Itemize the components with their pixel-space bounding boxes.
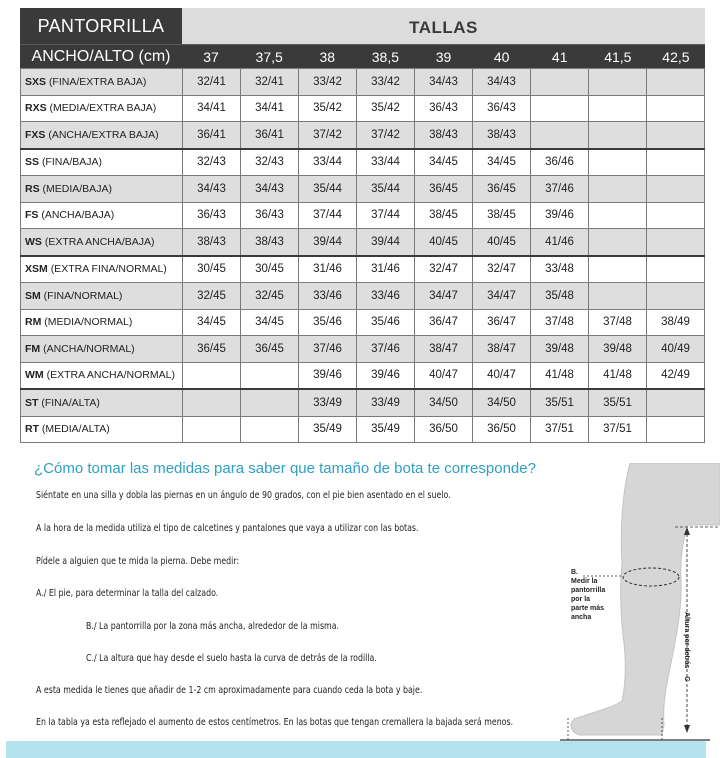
table-row (21, 122, 705, 149)
row-description: (EXTRA FINA/NORMAL) (50, 263, 167, 276)
size-cell: 35/48 (531, 283, 589, 310)
size-cell: 34/43 (415, 69, 473, 96)
size-cell (183, 416, 241, 443)
size-header-cell: 42,5 (647, 45, 705, 68)
size-cell: 33/42 (299, 69, 357, 96)
size-cell (589, 95, 647, 122)
size-cell (241, 362, 299, 389)
size-table (20, 8, 705, 439)
size-cell: 36/47 (415, 309, 473, 336)
size-cell: 35/44 (299, 176, 357, 203)
guide-line-sit: Siéntate en una silla y dobla las piernas en un ángulo de 90 grados, con el pie bien asentado en el suelo. (36, 490, 451, 501)
size-cell (589, 256, 647, 283)
size-cell: 38/45 (415, 202, 473, 229)
guide-line-a-foot: A./ El pie, para determinar la talla del calzado. (36, 588, 219, 599)
calf-label-line: B. (571, 569, 578, 576)
size-cell: 36/45 (415, 176, 473, 203)
size-cell: 30/45 (183, 256, 241, 283)
bottom-color-bar (6, 741, 706, 758)
table-row (21, 176, 705, 203)
size-cell: 37/46 (531, 176, 589, 203)
size-header-cell: 40 (473, 45, 531, 68)
size-cell: 38/49 (647, 309, 705, 336)
row-description: (FINA/BAJA) (41, 156, 103, 169)
size-cell: 34/43 (241, 176, 299, 203)
size-cell: 34/43 (183, 176, 241, 203)
row-description: (ANCHA/BAJA) (41, 209, 115, 222)
size-cell: 34/45 (415, 149, 473, 176)
calf-label-line: parte más (571, 605, 605, 612)
size-cell: 34/45 (183, 309, 241, 336)
table-row (21, 202, 705, 229)
size-cell (183, 389, 241, 416)
row-label (21, 336, 183, 363)
size-cell: 33/48 (531, 256, 589, 283)
table-row (21, 283, 705, 310)
size-cell: 36/45 (241, 336, 299, 363)
size-cell: 34/50 (473, 389, 531, 416)
size-cell: 36/45 (473, 176, 531, 203)
size-cell: 38/47 (473, 336, 531, 363)
size-cell: 36/50 (415, 416, 473, 443)
size-cell: 34/47 (415, 283, 473, 310)
size-cell: 36/47 (473, 309, 531, 336)
row-description: (EXTRA ANCHA/BAJA) (44, 235, 155, 248)
size-cell (647, 122, 705, 149)
table-row (21, 69, 705, 96)
size-header-cell: 38 (298, 45, 356, 68)
size-cell: 37/44 (357, 202, 415, 229)
size-cell: 33/44 (299, 149, 357, 176)
row-description: (ANCHA/NORMAL) (43, 342, 135, 355)
size-header-cell: 37,5 (240, 45, 298, 68)
size-cell (647, 149, 705, 176)
size-cell (647, 176, 705, 203)
row-description: (FINA/EXTRA BAJA) (48, 75, 147, 88)
size-cell (589, 149, 647, 176)
size-cell (647, 95, 705, 122)
size-cell: 32/45 (241, 283, 299, 310)
size-cell: 31/46 (357, 256, 415, 283)
dims-header: ANCHO/ALTO (cm) (20, 45, 182, 68)
size-header-cell: 41 (531, 45, 589, 68)
row-label (21, 229, 183, 256)
size-cell: 34/43 (473, 69, 531, 96)
size-cell: 39/44 (299, 229, 357, 256)
size-cell: 38/45 (473, 202, 531, 229)
size-cell: 34/45 (241, 309, 299, 336)
size-cell: 40/45 (415, 229, 473, 256)
row-code: SXS (25, 75, 47, 88)
size-cell: 33/49 (299, 389, 357, 416)
size-cell: 33/46 (357, 283, 415, 310)
size-cell: 38/43 (415, 122, 473, 149)
calf-label-line: ancha (571, 614, 592, 621)
size-cell: 36/45 (183, 336, 241, 363)
row-code: RS (25, 182, 40, 195)
size-cell: 32/43 (241, 149, 299, 176)
size-cell (589, 229, 647, 256)
size-cell: 34/45 (473, 149, 531, 176)
size-cell: 32/47 (415, 256, 473, 283)
size-header-row (20, 44, 705, 68)
guide-line-ask: Pídele a alguien que te mida la pierna. Debe medir: (36, 556, 240, 567)
size-cell: 40/47 (415, 362, 473, 389)
size-cell: 41/48 (589, 362, 647, 389)
size-cell: 40/49 (647, 336, 705, 363)
table-row (21, 95, 705, 122)
size-cell (647, 202, 705, 229)
row-description: (EXTRA ANCHA/NORMAL) (46, 369, 175, 382)
row-description: (ANCHA/EXTRA BAJA) (48, 128, 159, 141)
row-description: (MEDIA/EXTRA BAJA) (49, 102, 157, 115)
guide-line-c-height: C./ La altura que hay desde el suelo hasta la curva de detrás de la rodilla. (86, 653, 377, 664)
size-cell: 37/46 (299, 336, 357, 363)
table-row (21, 336, 705, 363)
size-cell: 33/46 (299, 283, 357, 310)
table-row (21, 389, 705, 416)
size-cell (241, 389, 299, 416)
size-cell: 37/51 (589, 416, 647, 443)
guide-line-socks: A la hora de la medida utiliza el tipo de calcetines y pantalones que vaya a utilizar con las botas. (36, 523, 419, 534)
size-cell (531, 69, 589, 96)
size-cell: 37/42 (299, 122, 357, 149)
row-description: (MEDIA/BAJA) (42, 182, 112, 195)
size-cell: 40/47 (473, 362, 531, 389)
size-header-cell: 41,5 (589, 45, 647, 68)
size-cell: 31/46 (299, 256, 357, 283)
size-cell: 41/48 (531, 362, 589, 389)
calf-measure-label (571, 568, 605, 622)
row-code: FM (25, 342, 41, 355)
row-label (21, 389, 183, 416)
table-row (21, 309, 705, 336)
row-label (21, 283, 183, 310)
size-cell: 32/45 (183, 283, 241, 310)
size-cell: 40/45 (473, 229, 531, 256)
size-cell: 36/43 (183, 202, 241, 229)
guide-line-add-cm: A esta medida le tienes que añadir de 1-2 cm aproximadamente para cuando ceda la bota y baje. (36, 685, 423, 696)
row-code: SS (25, 156, 40, 169)
size-cell (647, 416, 705, 443)
size-cell: 35/42 (299, 95, 357, 122)
guide-title: ¿Cómo tomar las medidas para saber que tamaño de bota te corresponde? (34, 460, 536, 477)
size-grid (20, 68, 705, 443)
size-cell: 37/48 (531, 309, 589, 336)
size-cell (589, 176, 647, 203)
guide-line-table-note: En la tabla ya esta reflejado el aumento de estos centímetros. En las botas que tengan cremallera la bajada será menos. (36, 717, 514, 728)
size-cell: 39/46 (299, 362, 357, 389)
size-cell: 36/43 (415, 95, 473, 122)
row-code: RXS (25, 102, 47, 115)
size-cell: 37/51 (531, 416, 589, 443)
size-cell (589, 202, 647, 229)
size-cell: 38/47 (415, 336, 473, 363)
row-label (21, 95, 183, 122)
row-label (21, 149, 183, 176)
size-cell: 41/46 (531, 229, 589, 256)
size-cell: 35/46 (357, 309, 415, 336)
height-arrow-bottom (684, 725, 690, 733)
row-label (21, 69, 183, 96)
size-header-cell: 37 (182, 45, 240, 68)
row-code: SM (25, 289, 41, 302)
sizes-header: TALLAS (182, 8, 705, 44)
size-cell: 34/47 (473, 283, 531, 310)
size-cell: 38/43 (183, 229, 241, 256)
size-cell (531, 122, 589, 149)
row-description: (FINA/NORMAL) (43, 289, 123, 302)
size-cell: 36/43 (241, 202, 299, 229)
row-label (21, 362, 183, 389)
size-cell: 37/48 (589, 309, 647, 336)
size-cell (647, 256, 705, 283)
size-cell: 33/49 (357, 389, 415, 416)
row-label (21, 416, 183, 443)
height-measure-label (683, 612, 690, 681)
row-code: FS (25, 209, 39, 222)
row-label (21, 122, 183, 149)
table-row (21, 229, 705, 256)
size-cell: 35/44 (357, 176, 415, 203)
row-label (21, 256, 183, 283)
size-cell: 39/44 (357, 229, 415, 256)
row-code: WS (25, 235, 42, 248)
size-cell (647, 69, 705, 96)
size-cell: 38/43 (473, 122, 531, 149)
size-cell: 39/46 (357, 362, 415, 389)
size-cell: 36/41 (183, 122, 241, 149)
size-cell: 38/43 (241, 229, 299, 256)
size-header-cell: 38,5 (356, 45, 414, 68)
table-row (21, 149, 705, 176)
calf-label-line: por la (571, 596, 591, 603)
size-cell (647, 389, 705, 416)
size-cell: 30/45 (241, 256, 299, 283)
row-label (21, 202, 183, 229)
size-cell: 39/46 (531, 202, 589, 229)
size-cell: 32/41 (241, 69, 299, 96)
size-cell: 33/42 (357, 69, 415, 96)
size-cell (589, 283, 647, 310)
row-description: (FINA/ALTA) (41, 396, 100, 409)
height-label-text: Altura por detrás (683, 612, 690, 669)
size-cell: 32/47 (473, 256, 531, 283)
size-cell: 36/43 (473, 95, 531, 122)
size-cell: 37/42 (357, 122, 415, 149)
size-cell: 34/41 (183, 95, 241, 122)
size-cell (589, 69, 647, 96)
size-cell: 35/46 (299, 309, 357, 336)
size-cell: 36/41 (241, 122, 299, 149)
size-cell: 35/49 (357, 416, 415, 443)
table-row (21, 416, 705, 443)
size-cell (647, 283, 705, 310)
size-cell: 37/44 (299, 202, 357, 229)
table-row (21, 256, 705, 283)
row-description: (MEDIA/ALTA) (41, 423, 110, 436)
row-code: RM (25, 316, 42, 329)
size-cell: 33/44 (357, 149, 415, 176)
size-cell: 32/43 (183, 149, 241, 176)
size-cell (647, 229, 705, 256)
row-code: WM (25, 369, 44, 382)
size-cell: 36/46 (531, 149, 589, 176)
size-cell: 42/49 (647, 362, 705, 389)
size-cell: 35/51 (589, 389, 647, 416)
size-cell: 37/46 (357, 336, 415, 363)
height-label-letter: C (683, 676, 690, 682)
row-code: XSM (25, 263, 48, 276)
size-cell: 35/49 (299, 416, 357, 443)
row-code: ST (25, 396, 39, 409)
calf-header: PANTORRILLA (20, 8, 182, 44)
size-cell: 32/41 (183, 69, 241, 96)
size-cell (241, 416, 299, 443)
table-row (21, 362, 705, 389)
size-cell: 35/42 (357, 95, 415, 122)
table-header-row (20, 8, 705, 44)
row-code: FXS (25, 128, 46, 141)
row-description: (MEDIA/NORMAL) (44, 316, 133, 329)
size-cell (183, 362, 241, 389)
size-cell: 36/50 (473, 416, 531, 443)
size-cell: 34/50 (415, 389, 473, 416)
size-cell: 39/48 (531, 336, 589, 363)
size-header-cell: 39 (414, 45, 472, 68)
size-cell (589, 122, 647, 149)
size-cell: 35/51 (531, 389, 589, 416)
row-label (21, 176, 183, 203)
calf-label-line: Medir la (571, 578, 598, 585)
size-cell: 39/48 (589, 336, 647, 363)
row-code: RT (25, 423, 39, 436)
size-cell: 34/41 (241, 95, 299, 122)
calf-label-line: pantorrilla (571, 587, 606, 594)
row-label (21, 309, 183, 336)
guide-line-b-calf: B./ La pantorrilla por la zona más ancha, alrededor de la misma. (86, 621, 340, 632)
size-cell (531, 95, 589, 122)
